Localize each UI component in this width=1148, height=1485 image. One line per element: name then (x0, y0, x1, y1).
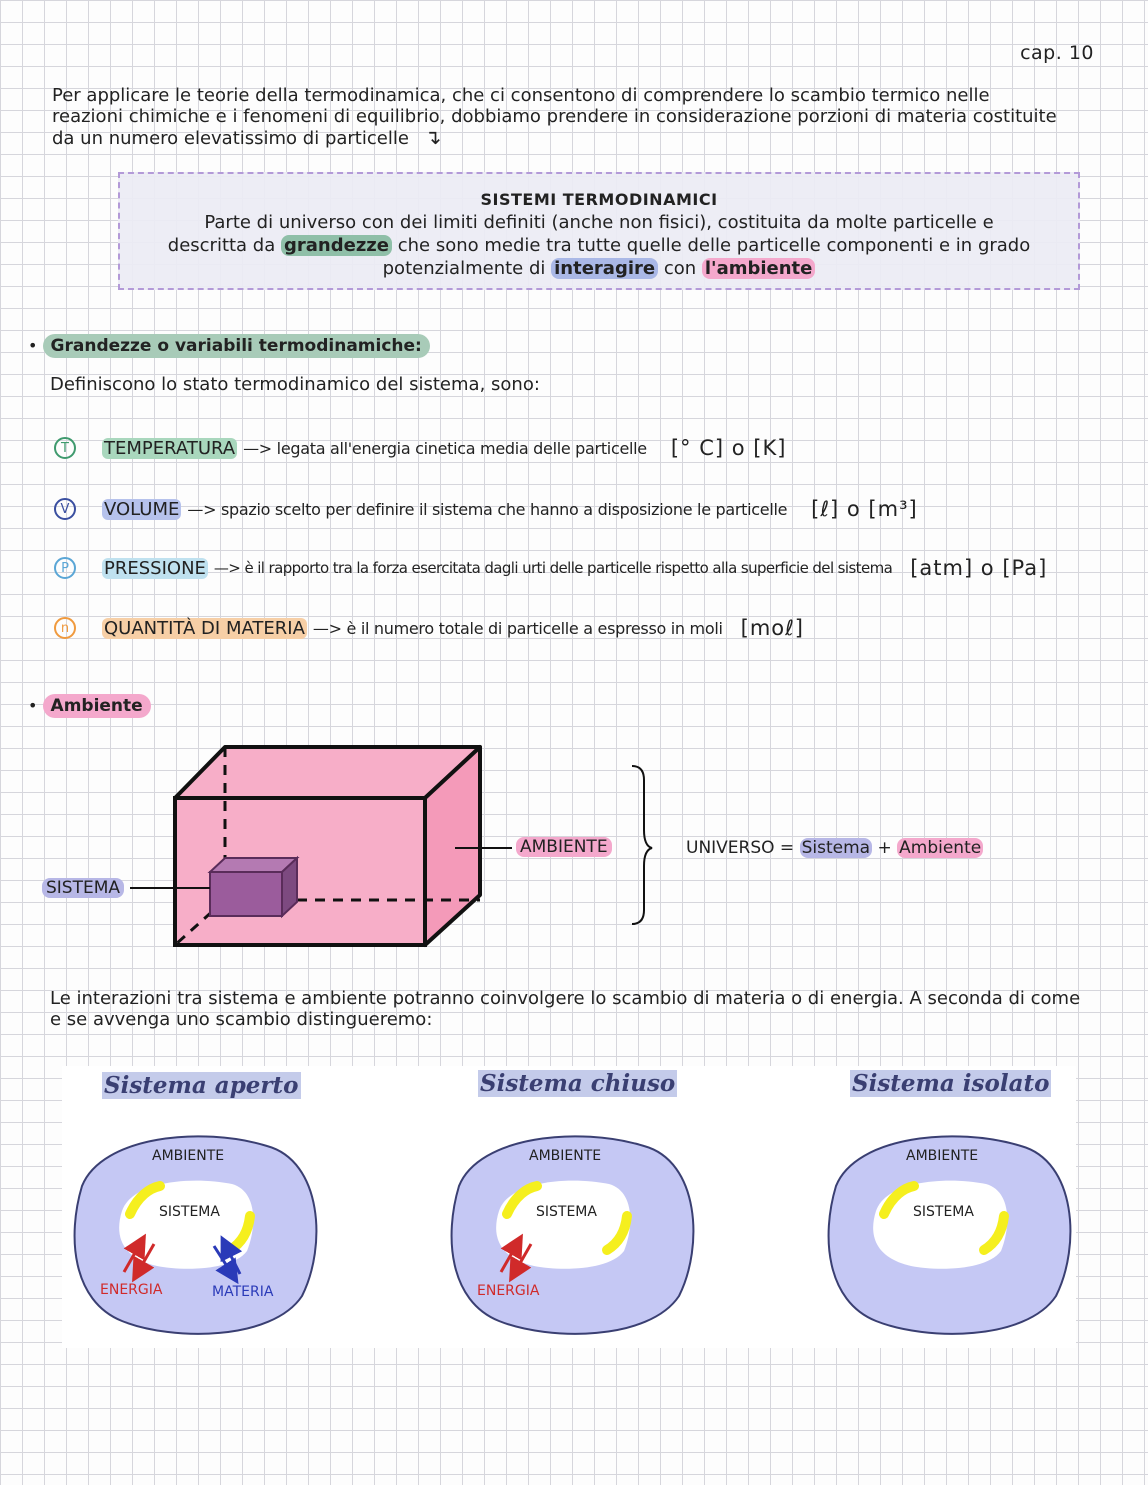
definition-pre: descritta da (167, 235, 276, 256)
section-ambiente-heading (28, 696, 151, 716)
bullet-icon: • (28, 696, 38, 715)
closed-sistema-label: SISTEMA (536, 1204, 597, 1220)
label-sistema-text: SISTEMA (42, 878, 124, 898)
open-materia-label: MATERIA (212, 1284, 274, 1300)
open-system (75, 1136, 317, 1333)
universo-ambiente: Ambiente (899, 838, 982, 858)
figure-title-open-text: Sistema aperto (104, 1072, 299, 1099)
arrow-down-icon: ↴ (424, 125, 442, 149)
definition-mid2: con (663, 258, 697, 279)
bullet-icon: • (28, 336, 38, 355)
open-ambiente-label: AMBIENTE (152, 1148, 225, 1164)
definition-line-1: Parte di universo con dei limiti definiti (anche non fisici), costituita da molte particelle e (204, 212, 994, 233)
variable-desc: —> è il rapporto tra la forza esercitata dagli urti delle particelle rispetto alla superficie del sistema (213, 559, 893, 577)
variable-row-pressione (54, 553, 1047, 583)
variable-row-temperatura (54, 433, 786, 463)
isolated-system (829, 1136, 1071, 1333)
closed-ambiente-label: AMBIENTE (529, 1148, 602, 1164)
section-variables-heading (28, 336, 430, 356)
closed-energia-label: ENERGIA (477, 1283, 540, 1299)
p-circle-icon: P (54, 557, 76, 579)
t-circle-icon: T (54, 437, 76, 459)
n-circle-icon: n (54, 617, 76, 639)
definition-box (118, 172, 1080, 290)
isolated-ambiente-label: AMBIENTE (906, 1148, 979, 1164)
intro-paragraph (52, 85, 1062, 149)
closed-system (452, 1136, 694, 1333)
section-title: Grandezze o variabili termodinamiche: (43, 334, 430, 358)
figure-title-isolated-text: Sistema isolato (852, 1070, 1050, 1097)
isolated-sistema-label: SISTEMA (913, 1204, 974, 1220)
universo-equation (686, 838, 983, 858)
variable-desc: —> legata all'energia cinetica media delle particelle (243, 438, 647, 458)
variable-row-quantita (54, 613, 804, 643)
variable-units: [ℓ] o [m³] (811, 497, 918, 521)
universo-plus: + (877, 838, 892, 858)
variable-name: QUANTITÀ DI MATERIA (104, 617, 305, 639)
section-title: Ambiente (43, 694, 151, 718)
open-sistema-label: SISTEMA (159, 1204, 220, 1220)
definition-line-2 (120, 234, 1078, 257)
definition-title: SISTEMI TERMODINAMICI (480, 190, 718, 209)
variable-row-volume (54, 494, 918, 524)
chapter-number: cap. 10 (1020, 42, 1094, 64)
variable-name: TEMPERATURA (104, 437, 236, 459)
label-ambiente (516, 837, 612, 857)
system-types-figure (62, 1066, 1076, 1348)
highlight-interagire: interagire (551, 258, 658, 279)
label-sistema (42, 878, 124, 898)
variable-desc: —> è il numero totale di particelle a espresso in moli (312, 618, 723, 638)
highlight-ambiente: l'ambiente (702, 258, 815, 279)
variable-units: [moℓ] (740, 616, 804, 640)
variable-desc: —> spazio scelto per definire il sistema che hanno a disposizione le particelle (187, 499, 788, 519)
section-subtitle: Definiscono lo stato termodinamico del sistema, sono: (50, 374, 540, 395)
v-circle-icon: V (54, 498, 76, 520)
cube-front (210, 872, 282, 916)
universo-sistema: Sistema (801, 838, 871, 858)
variable-name: PRESSIONE (104, 557, 206, 579)
label-ambiente-text: AMBIENTE (516, 837, 612, 857)
variable-units: [atm] o [Pa] (910, 556, 1048, 580)
open-energia-label: ENERGIA (100, 1282, 163, 1298)
interactions-paragraph: Le interazioni tra sistema e ambiente potranno coinvolgere lo scambio di materia o di energia. A seconda di come e se avvenga uno scambio distingueremo: (50, 988, 1081, 1030)
figure-title-closed-text: Sistema chiuso (480, 1070, 676, 1097)
definition-line-3 (120, 257, 1078, 280)
definition-mid: che sono medie tra tutte quelle delle particelle componenti e in grado (397, 235, 1031, 256)
variable-name: VOLUME (104, 498, 180, 520)
brace-icon (632, 766, 652, 924)
intro-text: Per applicare le teorie della termodinamica, che ci consentono di comprendere lo scambio termico nelle reazioni chimiche e i fenomeni di equilibrio, dobbiamo prendere in considerazione porzioni di materia costituite da un numero elevatissimo di particelle (52, 85, 1057, 149)
universo-label: UNIVERSO = (686, 838, 795, 858)
variable-units: [° C] o [K] (670, 436, 787, 460)
highlight-grandezze: grandezze (281, 235, 392, 256)
definition-pre2: potenzialmente di (382, 258, 546, 279)
